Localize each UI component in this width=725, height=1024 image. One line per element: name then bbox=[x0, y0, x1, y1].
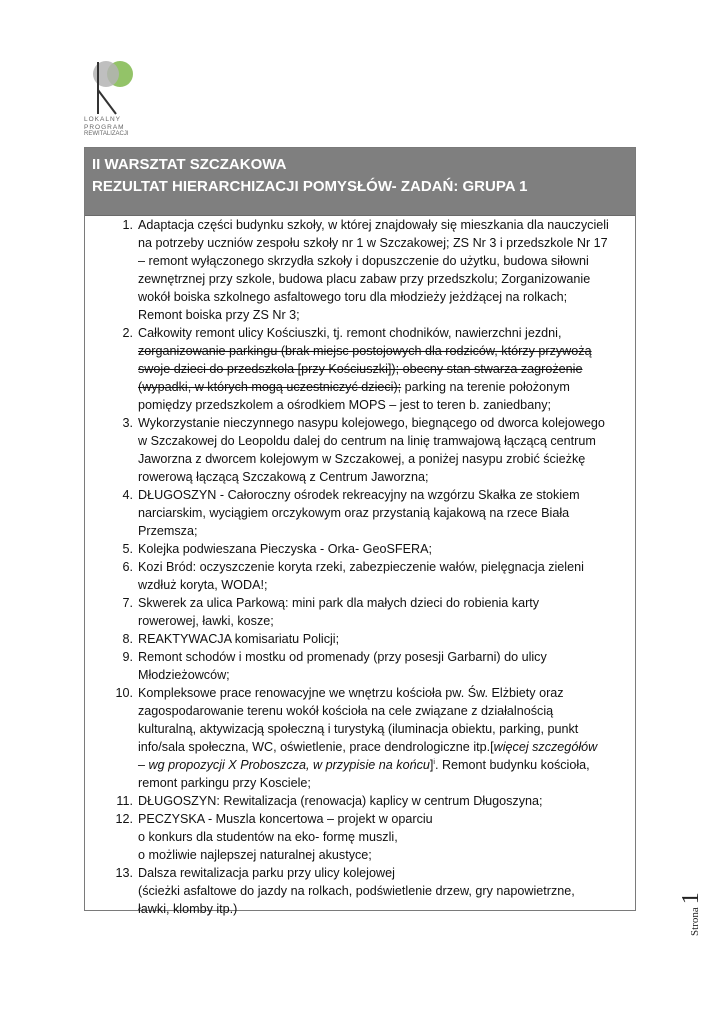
item-line: Jaworzna z dworcem kolejowym w Szczakowej, a poniżej nasypu zrobić ścieżkę bbox=[138, 452, 586, 466]
item-line: rowerowej, ławki, kosze; bbox=[138, 614, 274, 628]
item-number: 7. bbox=[122, 596, 133, 610]
item-text: . Remont budynku kościoła, bbox=[434, 758, 590, 772]
item-line-mixed bbox=[138, 738, 631, 756]
struck-line: zorganizowanie parkingu (brak miejsc postojowych dla rodziców, którzy przywożą bbox=[138, 344, 592, 358]
item-line: kulturalną, aktywizacją społeczną i turystyką (iluminacja obiektu, parking, punkt bbox=[138, 722, 579, 736]
content-box bbox=[84, 147, 636, 916]
logo-line-3: REWITALIZACJI bbox=[84, 131, 129, 137]
item-text: info/sala społeczna, WC, oświetlenie, prace dendrologiczne itp.[ bbox=[138, 740, 494, 754]
logo-line-1: LOKALNY bbox=[84, 116, 121, 123]
item-line: Wykorzystanie nieczynnego nasypu kolejowego, biegnącego od dworca kolejowego bbox=[138, 416, 605, 430]
list-item-3 bbox=[85, 414, 635, 486]
item-line: rowerową łączącą Szczakową z Centrum Jaworzna; bbox=[138, 470, 429, 484]
item-line: Adaptacja części budynku szkoły, w której znajdowały się mieszkania dla nauczycieli bbox=[138, 218, 609, 232]
footnote-marker[interactable]: i bbox=[433, 758, 435, 766]
item-number: 9. bbox=[122, 650, 133, 664]
list-item-4 bbox=[85, 486, 635, 540]
item-line: REAKTYWACJA komisariatu Policji; bbox=[138, 632, 340, 646]
item-line: DŁUGOSZYN - Całoroczny ośrodek rekreacyjny na wzgórzu Skałka ze stokiem bbox=[138, 488, 580, 502]
item-line: Remont boiska przy ZS Nr 3; bbox=[138, 308, 300, 322]
item-line: Kompleksowe prace renowacyjne we wnętrzu kościoła pw. Św. Elżbiety oraz bbox=[138, 686, 564, 700]
item-number: 10. bbox=[115, 686, 133, 700]
struck-text: (wypadki, w których mogą uczestniczyć dzieci); bbox=[138, 380, 402, 394]
item-line: Remont schodów i mostku od promenady (przy posesji Garbarni) do ulicy bbox=[138, 650, 547, 664]
header-title: II WARSZTAT SZCZAKOWA bbox=[92, 156, 287, 173]
list-item-10 bbox=[85, 684, 635, 792]
item-number: 8. bbox=[122, 632, 133, 646]
item-number: 6. bbox=[122, 560, 133, 574]
item-line: wzdłuż koryta, WODA!; bbox=[138, 578, 268, 592]
list-item-12 bbox=[85, 810, 635, 864]
item-line: PECZYSKA - Muszla koncertowa – projekt w oparciu bbox=[138, 812, 433, 826]
item-line: pomiędzy przedszkolem a ośrodkiem MOPS – jest to teren b. zaniedbany; bbox=[138, 398, 551, 412]
item-number: 4. bbox=[122, 488, 133, 502]
italic-text: więcej szczegółów bbox=[493, 740, 598, 754]
item-number: 5. bbox=[122, 542, 133, 556]
item-line: zagospodarowanie terenu wokół kościoła na cele związane z działalnością bbox=[138, 704, 554, 718]
item-line: Kozi Bród: oczyszczenie koryta rzeki, zabezpieczenie wałów, pielęgnacja zieleni bbox=[138, 560, 584, 574]
item-number: 12. bbox=[115, 812, 133, 826]
page-label: Strona bbox=[689, 907, 701, 936]
ideas-list bbox=[85, 216, 635, 918]
list-item-2 bbox=[85, 324, 635, 414]
item-line-mixed bbox=[138, 756, 631, 774]
item-line: na potrzeby uczniów zespołu szkoły nr 1 w Szczakowej; ZS Nr 3 i przedszkole Nr 17 bbox=[138, 236, 608, 250]
item-line: Kolejka podwieszana Pieczyska - Orka- GeoSFERA; bbox=[138, 542, 432, 556]
item-line: o możliwie najlepszej naturalnej akustyce; bbox=[138, 848, 372, 862]
item-line: w Szczakowej do Leopoldu dalej do centrum na linię tramwajową łączącą centrum bbox=[138, 434, 596, 448]
item-line: remont parkingu przy Kosciele; bbox=[138, 776, 311, 790]
header-subtitle: REZULTAT HIERARCHIZACJI POMYSŁÓW- ZADAŃ: GRUPA 1 bbox=[92, 178, 528, 195]
item-number: 2. bbox=[122, 326, 133, 340]
struck-line: swoje dzieci do przedszkola [przy Kościuszki]); obecny stan stwarza zagrożenie bbox=[138, 362, 583, 376]
item-line: DŁUGOSZYN: Rewitalizacja (renowacja) kaplicy w centrum Długoszyna; bbox=[138, 794, 543, 808]
item-line: wokół boiska szkolnego asfaltowego toru dla młodzieży jeżdżącej na rolkach; bbox=[138, 290, 568, 304]
item-line: Całkowity remont ulicy Kościuszki, tj. remont chodników, nawierzchni jezdni, bbox=[138, 326, 562, 340]
item-text: ] bbox=[429, 758, 434, 772]
item-line: – remont wyłączonego skrzydła szkoły i dopuszczenie do użytku, budowa siłowni bbox=[138, 254, 589, 268]
item-line: Skwerek za ulica Parkową: mini park dla małych dzieci do robienia karty bbox=[138, 596, 540, 610]
item-line: Młodzieżowców; bbox=[138, 668, 230, 682]
list-item-5 bbox=[85, 540, 635, 558]
list-item-7 bbox=[85, 594, 635, 630]
item-line: (ścieżki asfaltowe do jazdy na rolkach, podświetlenie drzew, gry napowietrzne, bbox=[138, 884, 575, 898]
item-line: Dalsza rewitalizacja parku przy ulicy kolejowej bbox=[138, 866, 395, 880]
item-number: 3. bbox=[122, 416, 133, 430]
list-item-9 bbox=[85, 648, 635, 684]
logo-text bbox=[84, 116, 144, 139]
item-line-mixed bbox=[138, 378, 631, 396]
list-item-8 bbox=[85, 630, 635, 648]
item-line: zewnętrznej przy szkole, budowa placu zabaw przy przedszkolu; Zorganizowanie bbox=[138, 272, 591, 286]
italic-text: – wg propozycji X Proboszcza, w przypisie na końcu bbox=[138, 758, 430, 772]
list-item-6 bbox=[85, 558, 635, 594]
page-number: 1 bbox=[678, 892, 704, 905]
list-item-11 bbox=[85, 792, 635, 810]
item-line: ławki, klomby itp.) bbox=[138, 902, 238, 916]
item-line: narciarskim, wyciągiem orczykowym oraz przystanią kajakową na rzece Biała bbox=[138, 506, 570, 520]
logo-line-2: PROGRAM bbox=[84, 123, 125, 131]
item-line: o konkurs dla studentów na eko- formę muszli, bbox=[138, 830, 398, 844]
item-text: parking na terenie położonym bbox=[401, 380, 570, 394]
item-number: 13. bbox=[115, 866, 133, 880]
list-item-13 bbox=[85, 864, 635, 918]
list-item-1 bbox=[85, 216, 635, 324]
item-number: 11. bbox=[116, 794, 133, 808]
item-number: 1. bbox=[122, 218, 133, 232]
page-number-footer bbox=[678, 892, 705, 936]
item-line: Przemsza; bbox=[138, 524, 198, 538]
header-band bbox=[85, 148, 635, 216]
